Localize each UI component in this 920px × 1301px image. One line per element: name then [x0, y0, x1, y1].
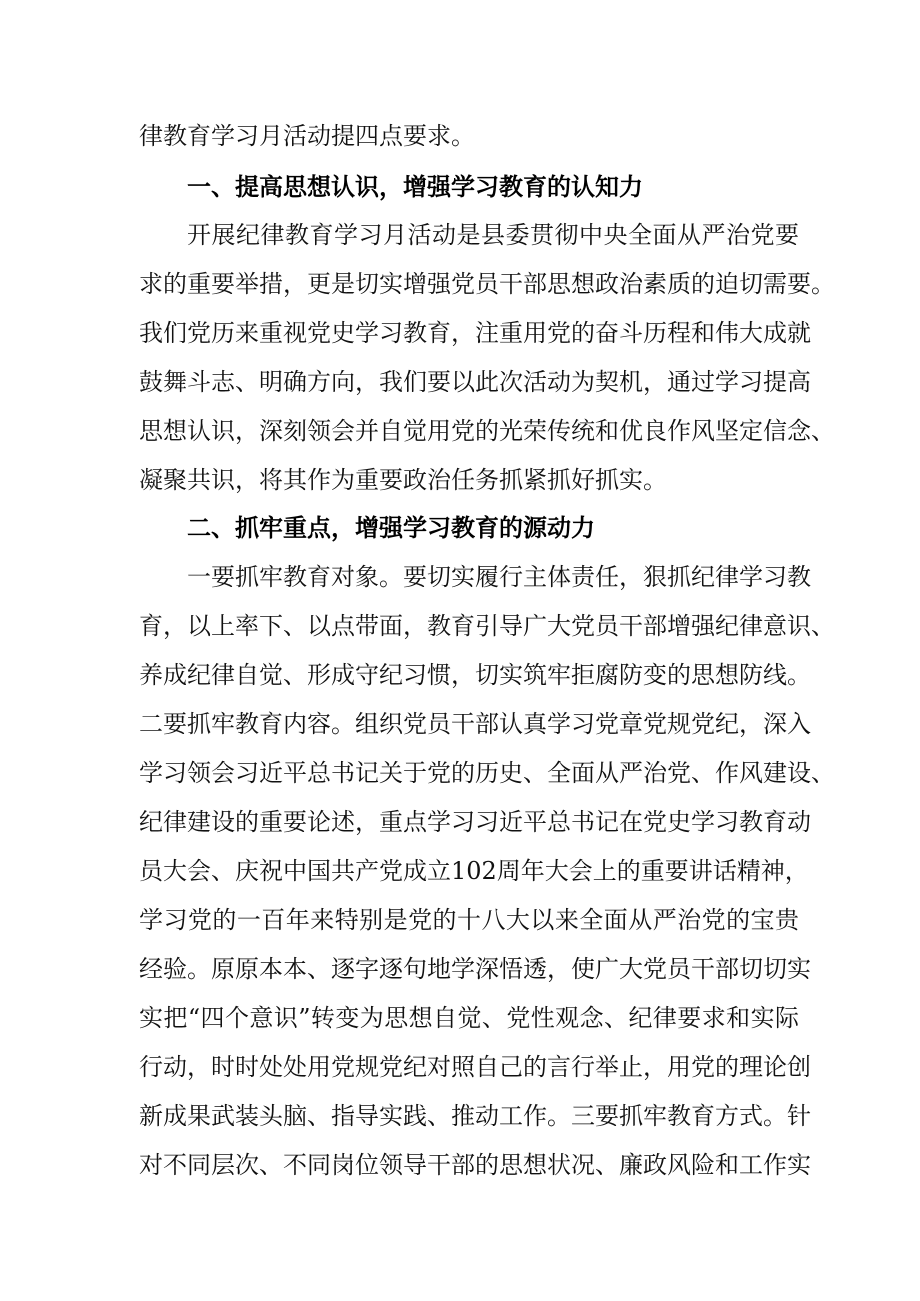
- text-line: 学习党的一百年来特别是党的十八大以来全面从严治党的宝贵: [139, 906, 799, 934]
- text-line: 纪律建设的重要论述，重点学习习近平总书记在党史学习教育动: [139, 808, 811, 836]
- text-line: 经验。原原本本、逐字逐句地学深悟透，使广大党员干部切切实: [139, 955, 811, 983]
- text-line: 二要抓牢教育内容。组织党员干部认真学习党章党规党纪，深入: [139, 710, 811, 738]
- section-heading-1: 一、提高思想认识，增强学习教育的认知力: [187, 173, 643, 201]
- text-line: 育，以上率下、以点带面，教育引导广大党员干部增强纪律意识、: [139, 612, 835, 640]
- text-line: 员大会、庆祝中国共产党成立102周年大会上的重要讲话精神，: [139, 857, 809, 885]
- text-line: 学习领会习近平总书记关于党的历史、全面从严治党、作风建设、: [139, 759, 835, 787]
- text-line: 对不同层次、不同岗位领导干部的思想状况、廉政风险和工作实: [139, 1151, 811, 1179]
- text-line: 鼓舞斗志、明确方向，我们要以此次活动为契机，通过学习提高: [139, 368, 811, 396]
- text-line: 新成果武装头脑、指导实践、推动工作。三要抓牢教育方式。针: [139, 1102, 811, 1130]
- text-line: 思想认识，深刻领会并自觉用党的光荣传统和优良作风坚定信念、: [139, 417, 835, 445]
- text-line: 求的重要举措，更是切实增强党员干部思想政治素质的迫切需要。: [139, 270, 835, 298]
- text-line: 开展纪律教育学习月活动是县委贯彻中央全面从严治党要: [187, 221, 799, 249]
- text-line: 我们党历来重视党史学习教育，注重用党的奋斗历程和伟大成就: [139, 319, 811, 347]
- text-line: 凝聚共识，将其作为重要政治任务抓紧抓好抓实。: [139, 466, 667, 494]
- text-line: 养成纪律自觉、形成守纪习惯，切实筑牢拒腐防变的思想防线。: [139, 661, 811, 689]
- text-line: 实把“四个意识”转变为思想自觉、党性观念、纪律要求和实际: [139, 1004, 799, 1032]
- text-line: 一要抓牢教育对象。要切实履行主体责任，狠抓纪律学习教: [187, 563, 811, 591]
- section-heading-2: 二、抓牢重点，增强学习教育的源动力: [187, 514, 595, 542]
- text-line: 行动，时时处处用党规党纪对照自己的言行举止，用党的理论创: [139, 1053, 811, 1081]
- text-line: 律教育学习月活动提四点要求。: [139, 122, 475, 150]
